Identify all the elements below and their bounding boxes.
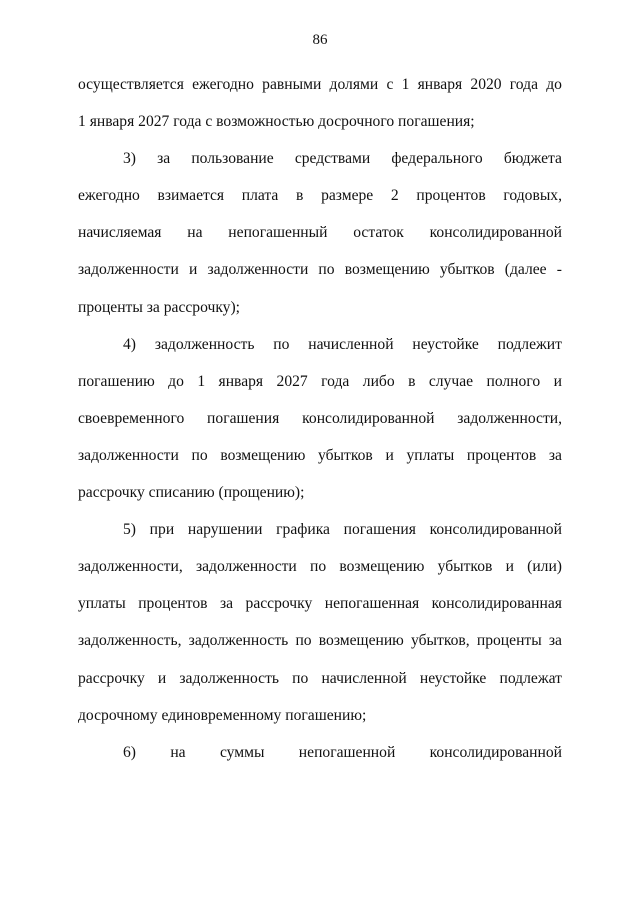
word: убытков xyxy=(318,446,373,464)
word: задолженность xyxy=(179,669,279,687)
word: размере xyxy=(321,187,374,205)
word: либо xyxy=(362,372,395,390)
text-line xyxy=(78,660,562,697)
word: убытков xyxy=(437,558,493,576)
word: погашению xyxy=(78,372,155,390)
word: процентов xyxy=(138,595,208,613)
word: возмещению xyxy=(318,632,404,650)
word: января xyxy=(417,76,463,93)
word: взимается xyxy=(157,187,225,205)
page-number: 86 xyxy=(312,32,328,48)
word: суммы xyxy=(219,743,265,761)
word: возмещению xyxy=(220,446,306,464)
word: (далее xyxy=(504,261,547,279)
word: средствами xyxy=(294,150,371,168)
word: и xyxy=(157,669,167,687)
word: годовых, xyxy=(503,187,562,205)
list-item-number: 6) xyxy=(123,743,136,761)
list-item-number: 4) xyxy=(123,335,136,353)
word: в xyxy=(408,372,416,390)
text-line xyxy=(78,214,562,251)
word: подлежат xyxy=(499,669,562,687)
word: 2027 xyxy=(276,372,308,390)
word: подлежит xyxy=(497,335,562,353)
word: начисленной xyxy=(321,669,407,687)
word: рассрочку xyxy=(78,669,145,687)
word: задолженности xyxy=(207,261,309,279)
word: своевременного xyxy=(78,409,185,427)
word: консолидированной xyxy=(302,409,435,427)
word: ежегодно xyxy=(78,187,140,205)
text-line xyxy=(78,548,562,585)
text-line xyxy=(78,289,562,326)
word: консолидированной xyxy=(429,224,562,242)
text-line xyxy=(78,585,562,622)
word: при xyxy=(149,521,175,539)
word: за xyxy=(548,632,562,650)
word: по xyxy=(309,558,327,576)
word: федерального xyxy=(391,150,483,168)
text-line xyxy=(78,734,562,771)
word: по xyxy=(295,632,312,650)
word: по xyxy=(318,261,335,279)
text-line xyxy=(78,697,562,734)
word: задолженность, xyxy=(78,632,182,650)
word: и xyxy=(188,261,198,279)
word: по xyxy=(273,335,290,353)
word: начисленной xyxy=(308,335,394,353)
text-line xyxy=(78,363,562,400)
word: долями xyxy=(329,76,379,93)
word: и xyxy=(553,372,562,390)
word: проценты xyxy=(476,632,542,650)
word: пользование xyxy=(191,150,274,168)
word: 2020 xyxy=(470,76,502,93)
word: задолженность xyxy=(154,335,255,353)
text-line xyxy=(78,326,562,363)
word: 1 xyxy=(401,76,410,93)
word: процентов xyxy=(466,446,537,464)
word: консолидированной xyxy=(429,521,562,539)
word: задолженности, xyxy=(78,558,183,576)
text-line xyxy=(78,622,562,659)
word: до xyxy=(546,76,562,93)
word: возмещению xyxy=(339,558,425,576)
word: рассрочку списанию (прощению); xyxy=(78,484,305,502)
word: за xyxy=(219,595,234,613)
word: года xyxy=(321,372,350,390)
word: остаток xyxy=(353,224,404,242)
word: процентов xyxy=(416,187,486,205)
word: графика xyxy=(276,521,330,539)
word: уплаты xyxy=(406,446,455,464)
word: до xyxy=(168,372,184,390)
word: задолженности xyxy=(78,446,179,464)
word: непогашенный xyxy=(228,224,328,242)
word: уплаты xyxy=(78,595,126,613)
word: на xyxy=(187,224,203,242)
word: в xyxy=(296,187,304,205)
word: по xyxy=(292,669,309,687)
word: ежегодно xyxy=(192,76,254,93)
text-line xyxy=(78,474,562,511)
word: погашения xyxy=(207,409,280,427)
word: плата xyxy=(241,187,279,205)
word: за xyxy=(157,150,171,168)
body-text xyxy=(78,66,562,771)
word: досрочному единовременному погашению; xyxy=(78,706,367,724)
word: непогашенная xyxy=(324,595,420,613)
word: проценты за рассрочку); xyxy=(78,298,240,316)
word: (или) xyxy=(527,558,562,576)
word: погашения xyxy=(343,521,416,539)
text-line xyxy=(78,511,562,548)
word: убытков, xyxy=(411,632,470,650)
word: и xyxy=(505,558,514,576)
word: полного xyxy=(486,372,541,390)
word: убытков xyxy=(439,261,495,279)
word: 2 xyxy=(390,187,399,205)
word: возмещению xyxy=(344,261,430,279)
word: непогашенной xyxy=(298,743,396,761)
word: 1 xyxy=(197,372,206,390)
word: случае xyxy=(428,372,474,390)
word: консолидированной xyxy=(429,743,562,761)
word: равными xyxy=(262,76,322,93)
word: на xyxy=(170,743,186,761)
word: задолженности, xyxy=(457,409,562,427)
word: консолидированная xyxy=(431,595,562,613)
word: задолженность xyxy=(188,632,289,650)
word: за xyxy=(548,446,562,464)
text-line xyxy=(78,251,562,288)
word: задолженности xyxy=(195,558,297,576)
text-line xyxy=(78,103,562,140)
text-line xyxy=(78,400,562,437)
word: бюджета xyxy=(503,150,562,168)
word: начисляемая xyxy=(78,224,162,242)
word: года xyxy=(509,76,539,93)
text-line xyxy=(78,437,562,474)
word: - xyxy=(556,261,562,279)
word: и xyxy=(385,446,394,464)
word: января xyxy=(218,372,264,390)
list-item-number: 5) xyxy=(123,521,136,539)
word: задолженности xyxy=(78,261,179,279)
word: неустойке xyxy=(412,335,479,353)
text-line xyxy=(78,140,562,177)
word: неустойке xyxy=(419,669,487,687)
word: осуществляется xyxy=(78,76,184,93)
word: с xyxy=(386,76,394,93)
text-line xyxy=(78,66,562,103)
word: по xyxy=(191,446,208,464)
word: 1 января 2027 года с возможностью досрочного погашения; xyxy=(78,113,475,131)
text-line xyxy=(78,177,562,214)
word: нарушении xyxy=(187,521,263,539)
list-item-number: 3) xyxy=(123,150,136,168)
word: рассрочку xyxy=(245,595,313,613)
